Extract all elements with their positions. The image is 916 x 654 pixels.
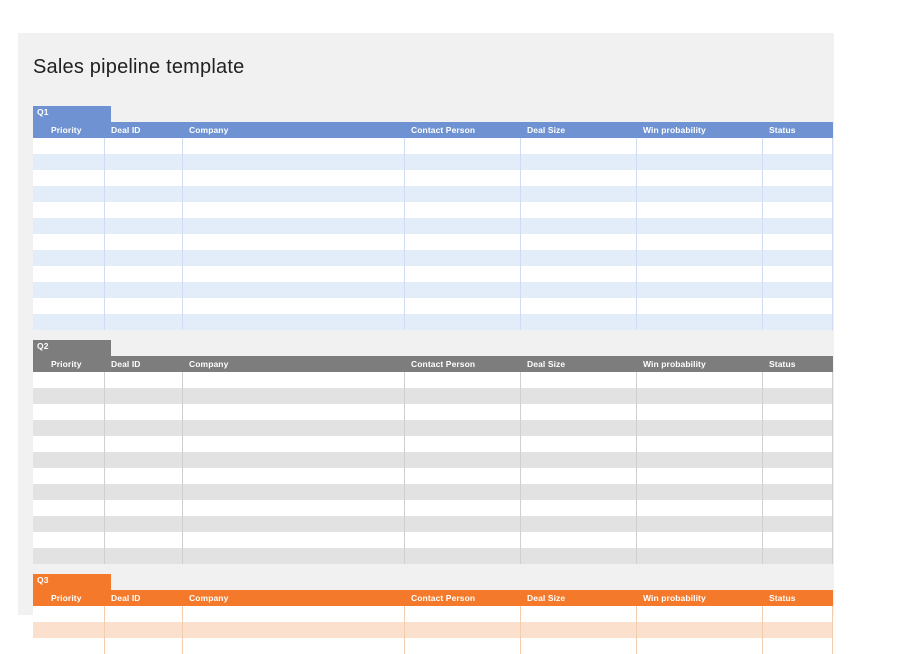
column-header-company: Company bbox=[189, 593, 229, 603]
table-row[interactable] bbox=[33, 154, 833, 170]
table-cell-deal_size[interactable] bbox=[521, 638, 637, 654]
table-cell-contact_person[interactable] bbox=[405, 218, 521, 234]
table-cell-contact_person[interactable] bbox=[405, 622, 521, 638]
table-body-q1 bbox=[33, 138, 833, 330]
table-cell-contact_person[interactable] bbox=[405, 250, 521, 266]
table-row[interactable] bbox=[33, 606, 833, 622]
table-cell-status[interactable] bbox=[763, 388, 833, 404]
table-cell-contact_person[interactable] bbox=[405, 314, 521, 330]
table-cell-contact_person[interactable] bbox=[405, 388, 521, 404]
table-cell-deal_id[interactable] bbox=[105, 234, 183, 250]
table-cell-deal_size[interactable] bbox=[521, 468, 637, 484]
table-cell-company[interactable] bbox=[183, 202, 405, 218]
table-cell-win_probability[interactable] bbox=[637, 314, 763, 330]
column-header-contact-person: Contact Person bbox=[411, 359, 476, 369]
table-cell-deal_id[interactable] bbox=[105, 532, 183, 548]
table-cell-contact_person[interactable] bbox=[405, 516, 521, 532]
table-cell-status[interactable] bbox=[763, 420, 833, 436]
table-row[interactable] bbox=[33, 468, 833, 484]
table-cell-status[interactable] bbox=[763, 436, 833, 452]
table-cell-contact_person[interactable] bbox=[405, 452, 521, 468]
column-header-deal-id: Deal ID bbox=[111, 125, 141, 135]
table-cell-company[interactable] bbox=[183, 500, 405, 516]
table-cell-priority[interactable] bbox=[33, 484, 105, 500]
column-header-status: Status bbox=[769, 593, 796, 603]
table-cell-contact_person[interactable] bbox=[405, 420, 521, 436]
table-body-q2 bbox=[33, 372, 833, 564]
table-cell-contact_person[interactable] bbox=[405, 548, 521, 564]
table-cell-status[interactable] bbox=[763, 404, 833, 420]
table-cell-win_probability[interactable] bbox=[637, 372, 763, 388]
table-header-q1 bbox=[33, 122, 833, 138]
table-cell-deal_id[interactable] bbox=[105, 468, 183, 484]
table-cell-contact_person[interactable] bbox=[405, 436, 521, 452]
table-row[interactable] bbox=[33, 420, 833, 436]
table-cell-deal_size[interactable] bbox=[521, 622, 637, 638]
table-cell-priority[interactable] bbox=[33, 436, 105, 452]
table-cell-priority[interactable] bbox=[33, 372, 105, 388]
table-cell-contact_person[interactable] bbox=[405, 234, 521, 250]
table-header-q3 bbox=[33, 590, 833, 606]
table-cell-priority[interactable] bbox=[33, 388, 105, 404]
table-cell-company[interactable] bbox=[183, 532, 405, 548]
table-cell-contact_person[interactable] bbox=[405, 154, 521, 170]
table-cell-company[interactable] bbox=[183, 388, 405, 404]
column-header-status: Status bbox=[769, 359, 796, 369]
section-tab-q1[interactable]: Q1 bbox=[33, 106, 111, 122]
table-cell-status[interactable] bbox=[763, 154, 833, 170]
table-cell-deal_id[interactable] bbox=[105, 516, 183, 532]
table-cell-status[interactable] bbox=[763, 372, 833, 388]
table-cell-deal_size[interactable] bbox=[521, 314, 637, 330]
table-cell-deal_size[interactable] bbox=[521, 548, 637, 564]
table-cell-status[interactable] bbox=[763, 202, 833, 218]
table-cell-contact_person[interactable] bbox=[405, 606, 521, 622]
table-cell-contact_person[interactable] bbox=[405, 468, 521, 484]
table-cell-deal_size[interactable] bbox=[521, 266, 637, 282]
table-cell-priority[interactable] bbox=[33, 282, 105, 298]
table-cell-priority[interactable] bbox=[33, 250, 105, 266]
table-cell-contact_person[interactable] bbox=[405, 298, 521, 314]
column-header-deal-size: Deal Size bbox=[527, 125, 566, 135]
table-cell-priority[interactable] bbox=[33, 606, 105, 622]
table-row[interactable] bbox=[33, 404, 833, 420]
table-cell-status[interactable] bbox=[763, 250, 833, 266]
table-cell-win_probability[interactable] bbox=[637, 516, 763, 532]
table-header-q2 bbox=[33, 356, 833, 372]
table-cell-win_probability[interactable] bbox=[637, 138, 763, 154]
table-cell-status[interactable] bbox=[763, 266, 833, 282]
table-cell-status[interactable] bbox=[763, 606, 833, 622]
table-cell-company[interactable] bbox=[183, 250, 405, 266]
table-cell-deal_size[interactable] bbox=[521, 298, 637, 314]
table-row[interactable] bbox=[33, 516, 833, 532]
table-cell-win_probability[interactable] bbox=[637, 548, 763, 564]
table-cell-win_probability[interactable] bbox=[637, 250, 763, 266]
table-cell-priority[interactable] bbox=[33, 500, 105, 516]
table-cell-company[interactable] bbox=[183, 638, 405, 654]
table-row[interactable] bbox=[33, 138, 833, 154]
table-cell-deal_id[interactable] bbox=[105, 452, 183, 468]
column-header-contact-person: Contact Person bbox=[411, 593, 476, 603]
table-cell-win_probability[interactable] bbox=[637, 452, 763, 468]
table-row[interactable] bbox=[33, 250, 833, 266]
table-cell-deal_size[interactable] bbox=[521, 516, 637, 532]
table-cell-deal_id[interactable] bbox=[105, 404, 183, 420]
table-cell-priority[interactable] bbox=[33, 186, 105, 202]
table-cell-deal_size[interactable] bbox=[521, 218, 637, 234]
table-cell-status[interactable] bbox=[763, 452, 833, 468]
table-cell-deal_id[interactable] bbox=[105, 548, 183, 564]
column-header-deal-size: Deal Size bbox=[527, 359, 566, 369]
table-cell-priority[interactable] bbox=[33, 532, 105, 548]
table-cell-company[interactable] bbox=[183, 372, 405, 388]
table-cell-deal_size[interactable] bbox=[521, 186, 637, 202]
table-cell-win_probability[interactable] bbox=[637, 234, 763, 250]
table-cell-company[interactable] bbox=[183, 314, 405, 330]
table-row[interactable] bbox=[33, 298, 833, 314]
table-cell-deal_id[interactable] bbox=[105, 218, 183, 234]
table-cell-deal_size[interactable] bbox=[521, 436, 637, 452]
column-header-company: Company bbox=[189, 359, 229, 369]
table-cell-company[interactable] bbox=[183, 516, 405, 532]
table-cell-company[interactable] bbox=[183, 404, 405, 420]
table-cell-company[interactable] bbox=[183, 282, 405, 298]
table-row[interactable] bbox=[33, 638, 833, 654]
table-cell-company[interactable] bbox=[183, 436, 405, 452]
column-header-deal-id: Deal ID bbox=[111, 359, 141, 369]
table-cell-status[interactable] bbox=[763, 468, 833, 484]
table-cell-company[interactable] bbox=[183, 298, 405, 314]
table-cell-deal_id[interactable] bbox=[105, 500, 183, 516]
table-cell-deal_id[interactable] bbox=[105, 266, 183, 282]
table-cell-company[interactable] bbox=[183, 266, 405, 282]
table-cell-company[interactable] bbox=[183, 186, 405, 202]
table-cell-win_probability[interactable] bbox=[637, 420, 763, 436]
table-cell-deal_size[interactable] bbox=[521, 170, 637, 186]
table-cell-company[interactable] bbox=[183, 548, 405, 564]
table-cell-win_probability[interactable] bbox=[637, 468, 763, 484]
table-cell-deal_size[interactable] bbox=[521, 282, 637, 298]
table-cell-deal_id[interactable] bbox=[105, 372, 183, 388]
column-header-win-probability: Win probability bbox=[643, 359, 706, 369]
table-cell-priority[interactable] bbox=[33, 516, 105, 532]
table-cell-priority[interactable] bbox=[33, 266, 105, 282]
table-cell-deal_size[interactable] bbox=[521, 372, 637, 388]
table-cell-priority[interactable] bbox=[33, 420, 105, 436]
table-cell-deal_size[interactable] bbox=[521, 484, 637, 500]
table-cell-deal_size[interactable] bbox=[521, 500, 637, 516]
table-cell-deal_size[interactable] bbox=[521, 388, 637, 404]
table-cell-deal_id[interactable] bbox=[105, 484, 183, 500]
table-cell-company[interactable] bbox=[183, 234, 405, 250]
table-cell-deal_size[interactable] bbox=[521, 250, 637, 266]
table-row[interactable] bbox=[33, 452, 833, 468]
column-header-status: Status bbox=[769, 125, 796, 135]
table-cell-win_probability[interactable] bbox=[637, 388, 763, 404]
table-cell-deal_id[interactable] bbox=[105, 154, 183, 170]
column-header-priority: Priority bbox=[51, 593, 82, 603]
table-cell-win_probability[interactable] bbox=[637, 298, 763, 314]
table-cell-deal_id[interactable] bbox=[105, 138, 183, 154]
table-cell-deal_id[interactable] bbox=[105, 186, 183, 202]
column-header-company: Company bbox=[189, 125, 229, 135]
table-cell-priority[interactable] bbox=[33, 622, 105, 638]
table-cell-status[interactable] bbox=[763, 484, 833, 500]
table-cell-contact_person[interactable] bbox=[405, 404, 521, 420]
table-cell-deal_id[interactable] bbox=[105, 250, 183, 266]
table-cell-contact_person[interactable] bbox=[405, 484, 521, 500]
table-cell-win_probability[interactable] bbox=[637, 404, 763, 420]
table-cell-status[interactable] bbox=[763, 532, 833, 548]
table-cell-win_probability[interactable] bbox=[637, 484, 763, 500]
table-cell-deal_size[interactable] bbox=[521, 202, 637, 218]
table-cell-status[interactable] bbox=[763, 218, 833, 234]
table-cell-priority[interactable] bbox=[33, 638, 105, 654]
table-cell-win_probability[interactable] bbox=[637, 500, 763, 516]
table-row[interactable] bbox=[33, 202, 833, 218]
table-cell-status[interactable] bbox=[763, 548, 833, 564]
table-cell-contact_person[interactable] bbox=[405, 138, 521, 154]
table-body-q3 bbox=[33, 606, 833, 654]
table-row[interactable] bbox=[33, 218, 833, 234]
table-cell-win_probability[interactable] bbox=[637, 218, 763, 234]
table-row[interactable] bbox=[33, 372, 833, 388]
table-cell-win_probability[interactable] bbox=[637, 186, 763, 202]
table-cell-company[interactable] bbox=[183, 606, 405, 622]
table-cell-deal_id[interactable] bbox=[105, 420, 183, 436]
table-cell-win_probability[interactable] bbox=[637, 282, 763, 298]
table-cell-priority[interactable] bbox=[33, 314, 105, 330]
table-cell-status[interactable] bbox=[763, 282, 833, 298]
table-cell-contact_person[interactable] bbox=[405, 532, 521, 548]
column-header-win-probability: Win probability bbox=[643, 593, 706, 603]
table-cell-company[interactable] bbox=[183, 420, 405, 436]
section-q1 bbox=[33, 106, 833, 330]
table-cell-contact_person[interactable] bbox=[405, 266, 521, 282]
table-row[interactable] bbox=[33, 500, 833, 516]
table-row[interactable] bbox=[33, 266, 833, 282]
table-cell-win_probability[interactable] bbox=[637, 622, 763, 638]
table-cell-status[interactable] bbox=[763, 516, 833, 532]
table-cell-priority[interactable] bbox=[33, 154, 105, 170]
table-cell-company[interactable] bbox=[183, 468, 405, 484]
column-header-deal-size: Deal Size bbox=[527, 593, 566, 603]
table-cell-deal_id[interactable] bbox=[105, 314, 183, 330]
section-tab-q3[interactable]: Q3 bbox=[33, 574, 111, 590]
table-cell-win_probability[interactable] bbox=[637, 170, 763, 186]
column-header-deal-id: Deal ID bbox=[111, 593, 141, 603]
table-cell-deal_size[interactable] bbox=[521, 532, 637, 548]
table-cell-contact_person[interactable] bbox=[405, 500, 521, 516]
table-row[interactable] bbox=[33, 436, 833, 452]
table-cell-deal_id[interactable] bbox=[105, 282, 183, 298]
table-cell-win_probability[interactable] bbox=[637, 436, 763, 452]
table-cell-deal_id[interactable] bbox=[105, 298, 183, 314]
table-cell-status[interactable] bbox=[763, 186, 833, 202]
table-cell-priority[interactable] bbox=[33, 218, 105, 234]
table-cell-deal_id[interactable] bbox=[105, 638, 183, 654]
column-header-contact-person: Contact Person bbox=[411, 125, 476, 135]
table-cell-status[interactable] bbox=[763, 622, 833, 638]
table-row[interactable] bbox=[33, 548, 833, 564]
table-cell-win_probability[interactable] bbox=[637, 606, 763, 622]
table-cell-deal_size[interactable] bbox=[521, 234, 637, 250]
table-row[interactable] bbox=[33, 234, 833, 250]
table-cell-priority[interactable] bbox=[33, 170, 105, 186]
table-row[interactable] bbox=[33, 484, 833, 500]
table-cell-deal_id[interactable] bbox=[105, 622, 183, 638]
table-cell-priority[interactable] bbox=[33, 404, 105, 420]
table-cell-company[interactable] bbox=[183, 218, 405, 234]
table-row[interactable] bbox=[33, 532, 833, 548]
table-cell-status[interactable] bbox=[763, 500, 833, 516]
table-cell-priority[interactable] bbox=[33, 234, 105, 250]
table-cell-win_probability[interactable] bbox=[637, 532, 763, 548]
table-cell-deal_id[interactable] bbox=[105, 388, 183, 404]
table-row[interactable] bbox=[33, 314, 833, 330]
table-cell-win_probability[interactable] bbox=[637, 202, 763, 218]
table-cell-deal_size[interactable] bbox=[521, 138, 637, 154]
section-q2 bbox=[33, 340, 833, 564]
table-row[interactable] bbox=[33, 622, 833, 638]
table-cell-status[interactable] bbox=[763, 314, 833, 330]
column-header-priority: Priority bbox=[51, 125, 82, 135]
table-cell-company[interactable] bbox=[183, 170, 405, 186]
table-cell-deal_size[interactable] bbox=[521, 452, 637, 468]
table-cell-deal_id[interactable] bbox=[105, 202, 183, 218]
table-row[interactable] bbox=[33, 170, 833, 186]
table-row[interactable] bbox=[33, 186, 833, 202]
table-cell-priority[interactable] bbox=[33, 298, 105, 314]
table-cell-status[interactable] bbox=[763, 234, 833, 250]
table-cell-company[interactable] bbox=[183, 484, 405, 500]
table-cell-priority[interactable] bbox=[33, 468, 105, 484]
table-cell-deal_size[interactable] bbox=[521, 154, 637, 170]
table-cell-priority[interactable] bbox=[33, 202, 105, 218]
section-q3 bbox=[33, 574, 833, 654]
table-cell-contact_person[interactable] bbox=[405, 372, 521, 388]
table-cell-win_probability[interactable] bbox=[637, 154, 763, 170]
table-cell-priority[interactable] bbox=[33, 452, 105, 468]
table-cell-deal_size[interactable] bbox=[521, 404, 637, 420]
section-tab-q2[interactable]: Q2 bbox=[33, 340, 111, 356]
table-cell-priority[interactable] bbox=[33, 548, 105, 564]
table-cell-deal_id[interactable] bbox=[105, 606, 183, 622]
table-cell-deal_id[interactable] bbox=[105, 436, 183, 452]
table-cell-deal_size[interactable] bbox=[521, 606, 637, 622]
table-cell-company[interactable] bbox=[183, 622, 405, 638]
table-cell-contact_person[interactable] bbox=[405, 170, 521, 186]
table-cell-company[interactable] bbox=[183, 452, 405, 468]
table-row[interactable] bbox=[33, 282, 833, 298]
table-cell-status[interactable] bbox=[763, 298, 833, 314]
table-row[interactable] bbox=[33, 388, 833, 404]
column-header-priority: Priority bbox=[51, 359, 82, 369]
table-cell-company[interactable] bbox=[183, 138, 405, 154]
column-header-win-probability: Win probability bbox=[643, 125, 706, 135]
table-cell-contact_person[interactable] bbox=[405, 186, 521, 202]
table-cell-contact_person[interactable] bbox=[405, 202, 521, 218]
table-cell-contact_person[interactable] bbox=[405, 638, 521, 654]
table-cell-deal_size[interactable] bbox=[521, 420, 637, 436]
table-cell-status[interactable] bbox=[763, 138, 833, 154]
table-cell-contact_person[interactable] bbox=[405, 282, 521, 298]
page-title: Sales pipeline template bbox=[33, 56, 245, 78]
table-cell-win_probability[interactable] bbox=[637, 266, 763, 282]
table-cell-company[interactable] bbox=[183, 154, 405, 170]
table-cell-priority[interactable] bbox=[33, 138, 105, 154]
table-cell-status[interactable] bbox=[763, 638, 833, 654]
table-cell-deal_id[interactable] bbox=[105, 170, 183, 186]
table-cell-win_probability[interactable] bbox=[637, 638, 763, 654]
table-cell-status[interactable] bbox=[763, 170, 833, 186]
